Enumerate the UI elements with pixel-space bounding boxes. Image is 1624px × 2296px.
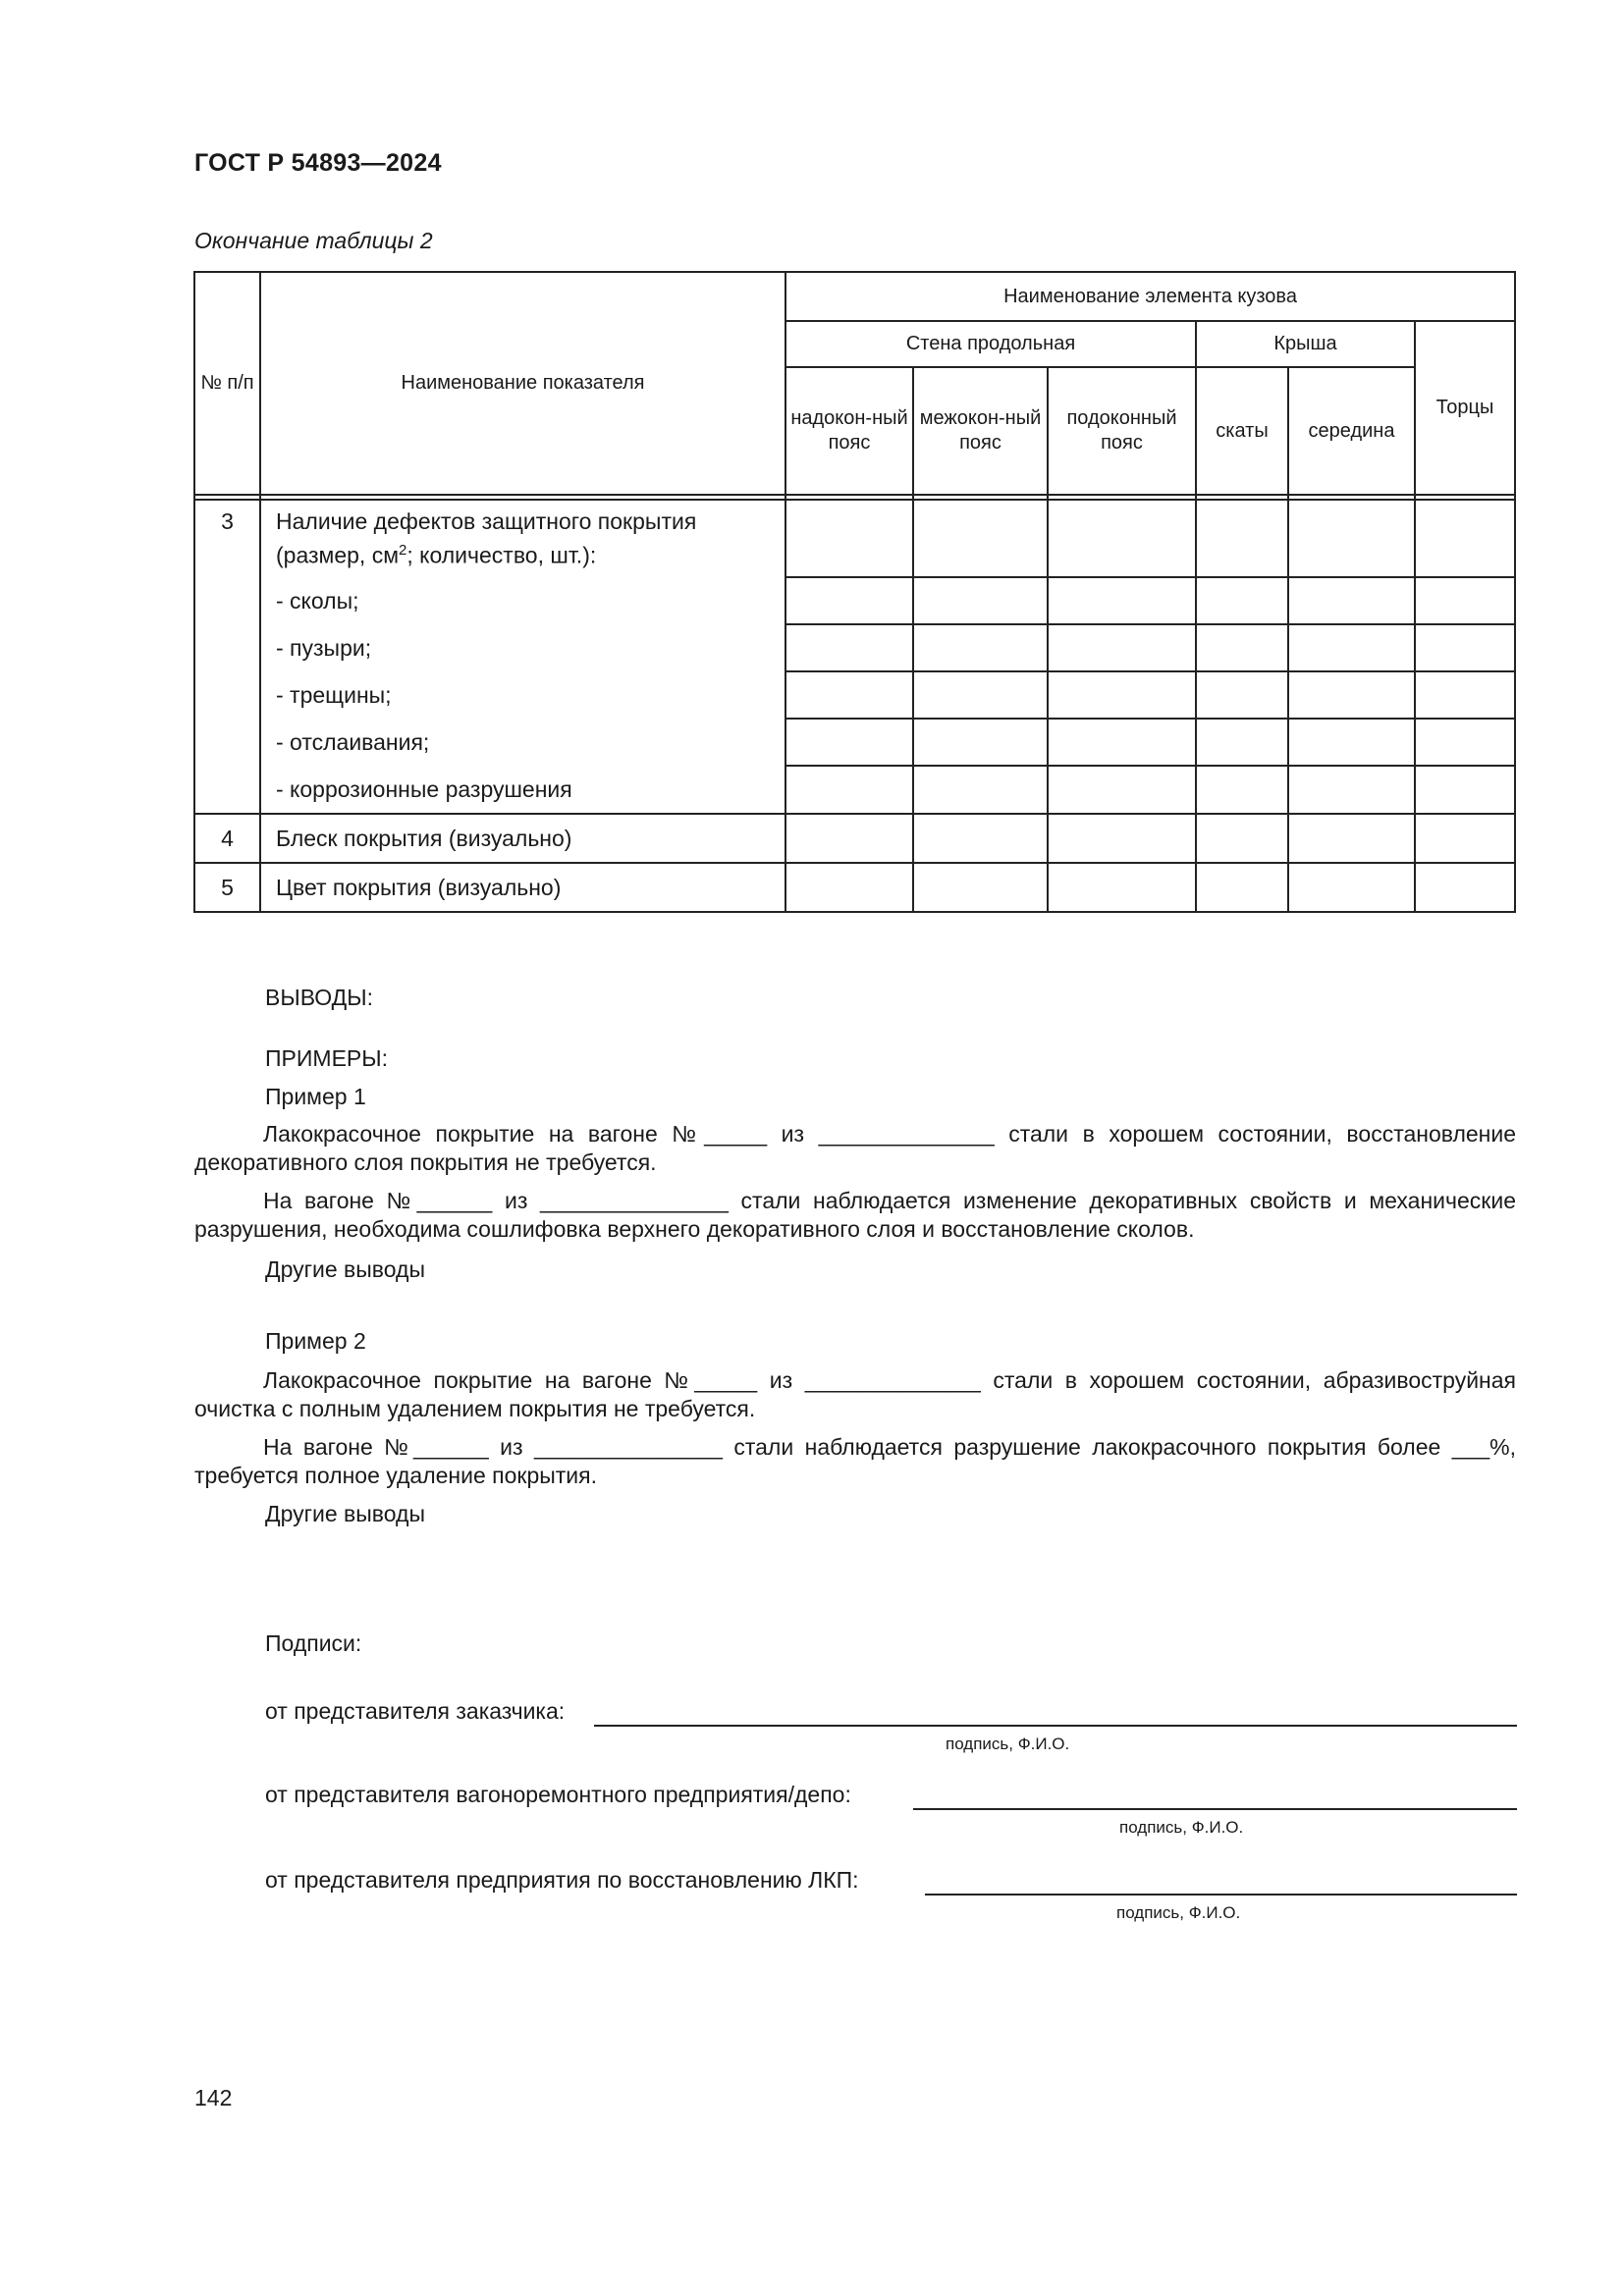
row-name: Наличие дефектов защитного покрытия (размер, $см^2$; количество, шт.): <box>260 500 785 577</box>
example-1-label: Пример 1 <box>265 1084 366 1109</box>
example-2-label: Пример 2 <box>265 1328 366 1354</box>
indicators-table <box>193 271 1516 913</box>
row-number: 4 <box>194 814 260 863</box>
row-number: 3 <box>194 500 260 814</box>
header-wall: Стена продольная <box>785 321 1196 367</box>
example-2-paragraph-1: Лакокрасочное покрытие на вагоне №_____ из ______________ стали в хорошем состоянии, абразивоструйная очистка с полным удалением покрытия не требуется. <box>194 1367 1516 1421</box>
header-num: № п/п <box>194 272 260 495</box>
header-roof: Крыша <box>1196 321 1415 367</box>
example-2-other: Другие выводы <box>265 1501 425 1526</box>
signature-depot-line[interactable] <box>913 1808 1517 1810</box>
header-skaty: скаты <box>1196 367 1288 495</box>
table-row <box>194 814 1515 863</box>
signature-customer-hint: подпись, Ф.И.О. <box>946 1735 1070 1753</box>
example-1-paragraph-2: На вагоне №______ из _______________ стали наблюдается изменение декоративных свойств и механические разрушения, необходима сошлифовка верхнего декоративного слоя и восстановление сколов. <box>194 1188 1516 1242</box>
row-name: Блеск покрытия (визуально) <box>260 814 785 863</box>
defect-item: - отслаивания; <box>260 719 785 766</box>
example-1-paragraph-1: Лакокрасочное покрытие на вагоне №_____ из ______________ стали в хорошем состоянии, восстановление декоративного слоя покрытия не требуется. <box>194 1121 1516 1175</box>
signature-lkp-line[interactable] <box>925 1894 1517 1896</box>
example-1-other: Другие выводы <box>265 1256 425 1282</box>
header-podokon: подоконный пояс <box>1048 367 1196 495</box>
defect-item: - коррозионные разрушения <box>260 766 785 814</box>
header-nadokon: надокон-ный пояс <box>785 367 913 495</box>
signature-depot-label: от представителя вагоноремонтного предприятия/депо: <box>265 1782 851 1807</box>
defect-item: - сколы; <box>260 577 785 624</box>
signature-customer-label: от представителя заказчика: <box>265 1698 566 1724</box>
examples-heading: ПРИМЕРЫ: <box>265 1045 388 1071</box>
signature-lkp-label: от представителя предприятия по восстановлению ЛКП: <box>265 1867 859 1893</box>
signatures-heading: Подписи: <box>265 1630 362 1656</box>
table-row <box>194 766 1515 814</box>
table-row <box>194 624 1515 671</box>
table-row <box>194 500 1515 577</box>
example-2-paragraph-2: На вагоне №______ из _______________ стали наблюдается разрушение лакокрасочного покрытия более ___%, требуется полное удаление покрытия. <box>194 1434 1516 1488</box>
page-number: 142 <box>194 2085 233 2110</box>
header-body-element: Наименование элемента кузова <box>785 272 1515 321</box>
table-caption: Окончание таблицы 2 <box>194 228 433 253</box>
signature-customer-line[interactable] <box>594 1725 1517 1727</box>
table-row <box>194 671 1515 719</box>
table-row <box>194 577 1515 624</box>
defect-item: - трещины; <box>260 671 785 719</box>
conclusions-heading: ВЫВОДЫ: <box>265 985 373 1010</box>
document-code: ГОСТ Р 54893—2024 <box>194 149 442 177</box>
row-number: 5 <box>194 863 260 912</box>
signature-depot-hint: подпись, Ф.И.О. <box>1119 1818 1244 1837</box>
defect-item: - пузыри; <box>260 624 785 671</box>
header-indicator-name: Наименование показателя <box>260 272 785 495</box>
table-row <box>194 863 1515 912</box>
signature-lkp-hint: подпись, Ф.И.О. <box>1116 1903 1241 1922</box>
row-name: Цвет покрытия (визуально) <box>260 863 785 912</box>
header-mezhokon: межокон-ный пояс <box>913 367 1048 495</box>
header-seredina: середина <box>1288 367 1415 495</box>
header-ends: Торцы <box>1415 321 1515 495</box>
table-row <box>194 719 1515 766</box>
